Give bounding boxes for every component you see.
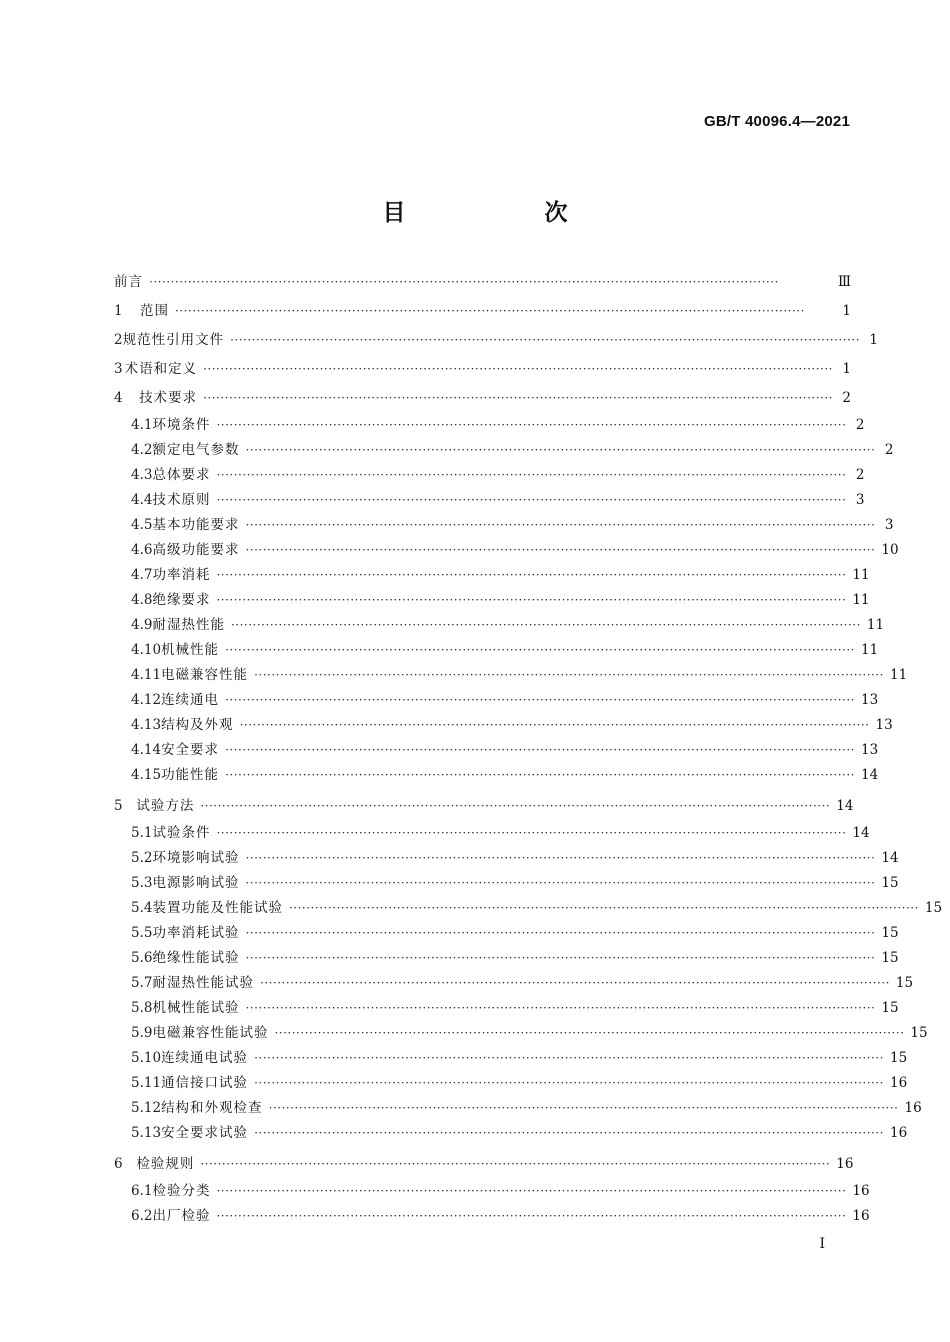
toc-dot-leader: ·················································································································································· (230, 618, 861, 632)
toc-entry-page: Ⅲ (837, 274, 851, 290)
toc-entry-title: 检验规则 (136, 1156, 195, 1172)
toc-entry-number: 5.9 (131, 1025, 153, 1041)
toc-entry-title: 通信接口试验 (161, 1075, 249, 1091)
toc-entry[interactable] (114, 538, 899, 563)
toc-entry-title: 结构和外观检查 (161, 1100, 263, 1116)
toc-dot-leader: ·················································································································································· (245, 518, 876, 532)
toc-entry[interactable] (114, 1179, 870, 1204)
page-number: I (819, 1236, 825, 1252)
toc-entry-page: 14 (881, 850, 899, 866)
toc-dot-leader: ·················································································································································· (225, 643, 855, 657)
toc-entry[interactable] (114, 513, 894, 538)
toc-entry-page: 16 (852, 1183, 870, 1199)
toc-entry-number: 6.2 (131, 1208, 153, 1224)
toc-entry-title: 出厂检验 (152, 1208, 211, 1224)
toc-dot-leader: ·················································································································································· (225, 693, 855, 707)
toc-entry-page: 11 (866, 617, 885, 633)
toc-entry-page: 10 (881, 542, 899, 558)
toc-entry[interactable] (114, 763, 879, 788)
toc-entry-title: 绝缘要求 (152, 592, 211, 608)
toc-entry[interactable] (114, 438, 894, 463)
toc-entry-title: 机械性能 (161, 642, 220, 658)
toc-entry-page: 14 (852, 825, 870, 841)
toc-entry-number: 4.11 (131, 667, 162, 683)
toc-entry[interactable] (114, 821, 870, 846)
toc-dot-leader: ·················································································································································· (245, 443, 876, 457)
toc-entry[interactable] (114, 1071, 908, 1096)
toc-entry[interactable] (114, 355, 851, 384)
toc-entry[interactable] (114, 297, 851, 326)
toc-dot-leader: ·················································································································································· (254, 1126, 884, 1140)
toc-entry-number: 1 (114, 303, 123, 319)
toc-entry-number: 5.1 (131, 825, 153, 841)
toc-entry[interactable] (114, 1021, 928, 1046)
toc-entry-page: 15 (889, 1050, 908, 1066)
toc-entry-number: 4.2 (131, 442, 153, 458)
toc-entry[interactable] (114, 663, 908, 688)
toc-entry-title: 技术要求 (139, 390, 198, 406)
toc-entry-number: 5.12 (131, 1100, 162, 1116)
toc-entry-title: 范围 (140, 303, 169, 319)
toc-entry-title: 绝缘性能试验 (152, 950, 240, 966)
toc-entry-title: 总体要求 (152, 467, 211, 483)
table-of-contents (114, 268, 943, 1229)
toc-entry-number: 4.1 (131, 417, 153, 433)
toc-dot-leader: ·················································································································································· (245, 543, 876, 557)
toc-dot-leader: ·················································································································································· (216, 418, 847, 432)
toc-entry-page: 13 (860, 742, 879, 758)
toc-entry-title: 安全要求 (161, 742, 220, 758)
toc-entry-title: 技术原则 (152, 492, 211, 508)
toc-entry-page: 15 (881, 1000, 899, 1016)
toc-entry-page: 11 (860, 642, 879, 658)
toc-dot-leader: ·················································································································································· (254, 1051, 884, 1065)
toc-entry-number: 5.8 (131, 1000, 153, 1016)
toc-entry[interactable] (114, 1096, 922, 1121)
toc-entry-page: 3 (884, 517, 894, 533)
toc-dot-leader: ·················································································································································· (216, 1184, 847, 1198)
toc-entry-title: 试验方法 (136, 798, 195, 814)
standard-number: GB/T 40096.4—2021 (704, 113, 850, 130)
toc-entry-page: 2 (855, 417, 865, 433)
toc-dot-leader: ·················································································································································· (216, 826, 847, 840)
toc-dot-leader: ·················································································································································· (245, 1001, 876, 1015)
toc-dot-leader: ·················································································································································· (288, 901, 919, 915)
toc-entry-title: 结构及外观 (161, 717, 234, 733)
toc-dot-leader: ·················································································································································· (203, 391, 833, 405)
toc-entry-number: 4.9 (131, 617, 153, 633)
toc-entry-page: 1 (842, 303, 851, 319)
toc-entry[interactable] (114, 1204, 870, 1229)
toc-dot-leader: ·················································································································································· (175, 304, 805, 318)
toc-entry-title: 额定电气参数 (152, 442, 240, 458)
toc-entry-title: 电磁兼容性能试验 (152, 1025, 269, 1041)
toc-entry-page: 15 (895, 975, 914, 991)
toc-entry-number: 6.1 (131, 1183, 153, 1199)
toc-entry-title: 电源影响试验 (152, 875, 240, 891)
toc-entry-number: 4.13 (131, 717, 162, 733)
toc-entry[interactable] (114, 688, 879, 713)
toc-entry-number: 5.2 (131, 850, 153, 866)
toc-entry-title: 规范性引用文件 (122, 332, 225, 348)
toc-entry-title: 装置功能及性能试验 (152, 900, 283, 916)
toc-entry-number: 4.5 (131, 517, 153, 533)
toc-dot-leader: ·················································································································································· (245, 951, 876, 965)
toc-entry-title: 功率消耗试验 (152, 925, 240, 941)
toc-dot-leader: ·················································································································································· (254, 668, 884, 682)
toc-entry[interactable] (114, 971, 914, 996)
toc-dot-leader: ·················································································································································· (200, 1157, 831, 1171)
toc-entry-number: 4.4 (131, 492, 153, 508)
toc-entry-page: 2 (884, 442, 894, 458)
toc-entry-page: 16 (836, 1156, 854, 1172)
toc-entry-number: 5.6 (131, 950, 153, 966)
toc-entry-page: 2 (855, 467, 865, 483)
toc-entry[interactable] (114, 792, 854, 821)
toc-entry-page: 16 (852, 1208, 870, 1224)
toc-dot-leader: ·················································································································································· (239, 718, 870, 732)
toc-entry[interactable] (114, 846, 899, 871)
toc-dot-leader: ·················································································································································· (225, 768, 855, 782)
toc-entry-number: 4 (114, 390, 123, 406)
toc-dot-leader: ·················································································································································· (245, 926, 876, 940)
toc-entry-number: 5.13 (131, 1125, 162, 1141)
toc-entry-page: 14 (860, 767, 879, 783)
toc-entry[interactable] (114, 488, 865, 513)
toc-entry-number: 4.7 (131, 567, 153, 583)
toc-dot-leader: ·················································································································································· (203, 362, 833, 376)
toc-entry-page: 15 (881, 950, 899, 966)
toc-entry-page: 16 (889, 1125, 908, 1141)
toc-dot-leader: ·················································································································································· (230, 333, 861, 347)
toc-entry[interactable] (114, 713, 893, 738)
toc-entry-page: 11 (889, 667, 908, 683)
toc-entry-title: 术语和定义 (124, 361, 198, 377)
toc-dot-leader: ·················································································································································· (259, 976, 890, 990)
toc-entry-title: 连续通电 (161, 692, 220, 708)
toc-entry[interactable] (114, 384, 851, 413)
toc-dot-leader: ·················································································································································· (245, 876, 876, 890)
toc-entry-title: 检验分类 (152, 1183, 211, 1199)
toc-entry-title: 功能性能 (161, 767, 220, 783)
toc-entry-number: 5.3 (131, 875, 153, 891)
toc-entry-page: 2 (842, 390, 851, 406)
toc-entry-page: 16 (904, 1100, 922, 1116)
toc-entry[interactable] (114, 946, 899, 971)
toc-entry-title: 机械性能试验 (152, 1000, 240, 1016)
toc-entry-page: 15 (881, 925, 899, 941)
toc-entry-page: 1 (869, 332, 879, 348)
toc-entry-page: 14 (836, 798, 854, 814)
toc-entry-number: 5.11 (131, 1075, 162, 1091)
toc-dot-leader: ·················································································································································· (225, 743, 855, 757)
toc-entry-number: 4.10 (131, 642, 162, 658)
toc-entry[interactable] (114, 268, 851, 297)
toc-entry-number: 5.7 (131, 975, 153, 991)
toc-entry-title: 功率消耗 (152, 567, 211, 583)
toc-entry[interactable] (114, 463, 865, 488)
toc-dot-leader: ·················································································································································· (149, 275, 779, 289)
toc-dot-leader: ·················································································································································· (216, 568, 847, 582)
toc-entry-number: 4.8 (131, 592, 153, 608)
toc-dot-leader: ·················································································································································· (216, 593, 847, 607)
toc-dot-leader: ·················································································································································· (216, 1209, 847, 1223)
toc-entry-title: 连续通电试验 (161, 1050, 249, 1066)
toc-entry-number: 4.6 (131, 542, 153, 558)
toc-dot-leader: ·················································································································································· (200, 799, 831, 813)
toc-entry-page: 13 (860, 692, 879, 708)
toc-entry-page: 15 (881, 875, 899, 891)
toc-entry[interactable] (114, 921, 899, 946)
toc-entry-title: 电磁兼容性能 (161, 667, 249, 683)
toc-entry-number: 4.12 (131, 692, 162, 708)
toc-entry-number: 6 (114, 1156, 123, 1172)
toc-entry[interactable] (114, 326, 879, 355)
toc-dot-leader: ·················································································································································· (274, 1026, 905, 1040)
toc-entry[interactable] (114, 871, 899, 896)
toc-entry-number: 5.5 (131, 925, 153, 941)
toc-entry-title: 耐湿热性能 (152, 617, 225, 633)
toc-entry-number: 4.14 (131, 742, 162, 758)
toc-dot-leader: ·················································································································································· (216, 468, 847, 482)
toc-entry[interactable] (114, 638, 879, 663)
toc-entry-page: 16 (889, 1075, 908, 1091)
toc-entry[interactable] (114, 563, 870, 588)
toc-entry-page: 15 (910, 1025, 928, 1041)
toc-entry-number: 3 (114, 361, 123, 377)
toc-entry-title: 安全要求试验 (161, 1125, 249, 1141)
toc-entry-number: 4.15 (131, 767, 162, 783)
toc-dot-leader: ·················································································································································· (216, 493, 847, 507)
toc-entry[interactable] (114, 1150, 854, 1179)
toc-dot-leader: ·················································································································································· (254, 1076, 884, 1090)
toc-entry[interactable] (114, 896, 943, 921)
toc-entry-number: 4.3 (131, 467, 153, 483)
toc-entry[interactable] (114, 738, 879, 763)
toc-entry-title: 试验条件 (152, 825, 211, 841)
toc-entry-title: 耐湿热性能试验 (152, 975, 254, 991)
toc-entry[interactable] (114, 1046, 908, 1071)
toc-dot-leader: ·················································································································································· (245, 851, 876, 865)
toc-entry[interactable] (114, 588, 870, 613)
toc-entry-page: 3 (855, 492, 865, 508)
toc-entry-number: 5.10 (131, 1050, 162, 1066)
toc-entry-page: 1 (842, 361, 851, 377)
toc-entry[interactable] (114, 996, 899, 1021)
toc-entry-page: 11 (852, 567, 870, 583)
toc-entry[interactable] (114, 413, 865, 438)
toc-entry-title: 高级功能要求 (152, 542, 240, 558)
toc-entry-title: 环境条件 (152, 417, 211, 433)
toc-dot-leader: ·················································································································································· (268, 1101, 899, 1115)
toc-entry-page: 13 (875, 717, 893, 733)
toc-entry[interactable] (114, 1121, 908, 1146)
toc-entry[interactable] (114, 613, 885, 638)
toc-entry-page: 15 (924, 900, 943, 916)
page-title: 目 次 (382, 200, 626, 226)
toc-entry-number: 2 (114, 332, 123, 348)
toc-entry-number: 5.4 (131, 900, 153, 916)
toc-entry-title: 基本功能要求 (152, 517, 240, 533)
toc-entry-number: 5 (114, 798, 123, 814)
toc-entry-title: 环境影响试验 (152, 850, 240, 866)
toc-entry-page: 11 (852, 592, 870, 608)
toc-entry-title: 前言 (114, 274, 143, 290)
